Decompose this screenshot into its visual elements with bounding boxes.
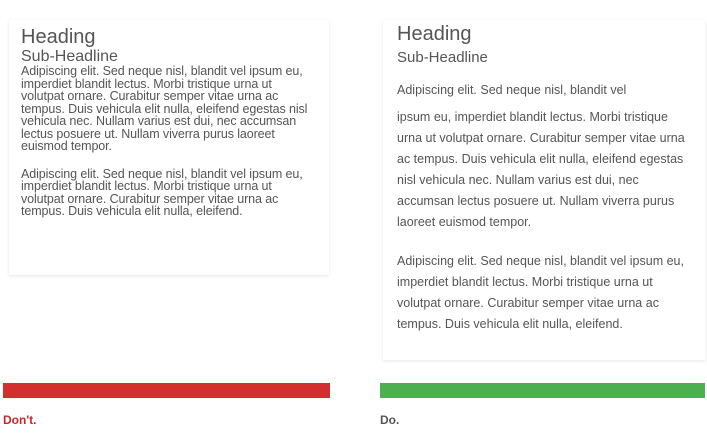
do-example-card [383,20,705,360]
dont-indicator-bar [3,383,330,398]
dont-subheadline: Sub-Headline [21,48,118,65]
do-caption: Do. [380,413,400,427]
do-indicator-bar [380,383,705,398]
dont-caption: Don't. [3,413,37,427]
do-paragraph-1: ipsum eu, imperdiet blandit lectus. Morbi tristique urna ut volutpat ornare. Curabitur semper vitae urna ac tempus. Duis vehicula elit nulla, eleifend egestas nisl vehicula nec. Nullam varius est dui, nec accumsan lectus posuere ut. Nullam viverra purus laoreet euismod tempor. [397,110,685,229]
do-paragraph-1-first-line: Adipiscing elit. Sed neque nisl, blandit vel [397,83,627,97]
dont-example-card [9,20,329,275]
dont-heading: Heading [21,26,96,48]
do-heading: Heading [397,23,472,45]
do-subheadline: Sub-Headline [397,49,488,66]
dont-paragraph-2: Adipiscing elit. Sed neque nisl, blandit vel ipsum eu, imperdiet blandit lectus. Morbi tristique urna ut volutpat ornare. Curabitur semper vitae urna ac tempus. Duis vehicula elit nulla, eleifend. [21,166,303,218]
do-paragraph-2: Adipiscing elit. Sed neque nisl, blandit vel ipsum eu, imperdiet blandit lectus. Morbi tristique urna ut volutpat ornare. Curabitur semper vitae urna ac tempus. Duis vehicula elit nulla, eleifend. [397,254,684,331]
dont-paragraph-1: Adipiscing elit. Sed neque nisl, blandit vel ipsum eu, imperdiet blandit lectus. Morbi tristique urna ut volutpat ornare. Curabitur semper vitae urna ac tempus. Duis vehicula elit nulla, eleifend egestas nisl vehicula nec. Nullam varius est dui, nec accumsan lectus posuere ut. Nullam viverra purus laoreet euismod tempor. [21,64,308,153]
